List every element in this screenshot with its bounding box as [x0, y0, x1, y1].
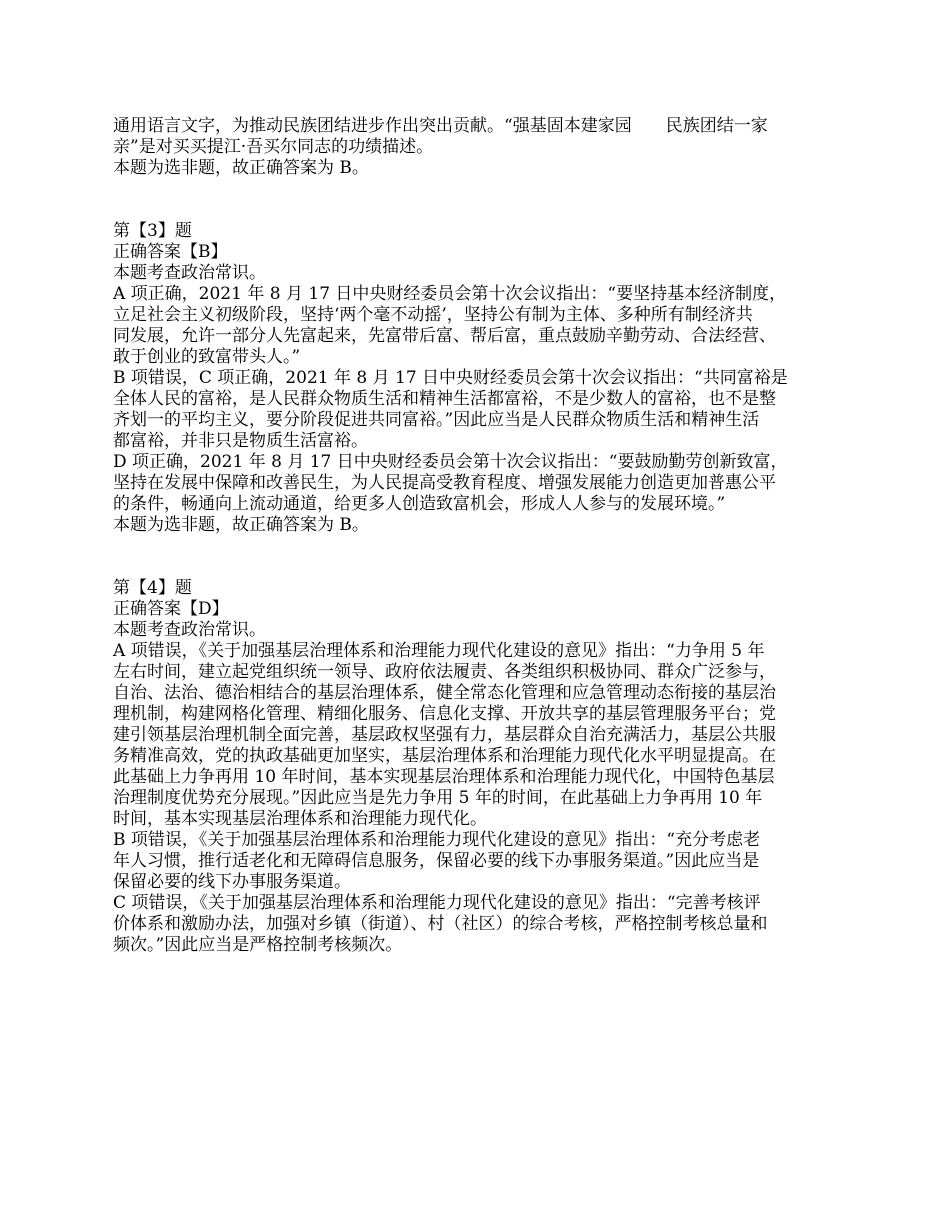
text-line: 年人习惯，推行适老化和无障碍信息服务，保留必要的线下办事服务渠道。”因此应当是 [113, 851, 760, 871]
text-line: A 项正确，2021 年 8 月 17 日中央财经委员会第十次会议指出：“要坚持基本经济制度， [113, 284, 787, 304]
text-line: 坚持在发展中保障和改善民生，为人民提高受教育程度、增强发展能力创造更加普惠公平 [113, 473, 776, 493]
text-line: 亲”是对买买提江·吾买尔同志的功绩描述。 [113, 137, 434, 157]
text-line: 左右时间，建立起党组织统一领导、政府依法履责、各类组织积极协同、群众广泛参与， [113, 662, 776, 682]
text-line: B 项错误，《关于加强基层治理体系和治理能力现代化建设的意见》指出：“充分考虑老 [113, 830, 761, 850]
text-line: 时间，基本实现基层治理体系和治理能力现代化。 [113, 809, 487, 829]
text-line: 同发展，允许一部分人先富起来，先富带后富、帮后富，重点鼓励辛勤劳动、合法经营、 [113, 326, 776, 346]
text-line: 敢于创业的致富带头人。” [113, 347, 301, 367]
question-4-section [113, 578, 843, 956]
question-title: 第【3】题 [113, 221, 192, 241]
text-line: A 项错误，《关于加强基层治理体系和治理能力现代化建设的意见》指出：“力争用 5 年 [113, 641, 765, 661]
correct-answer: 正确答案【D】 [113, 599, 229, 619]
text-line: 此基础上力争再用 10 年时间，基本实现基层治理体系和治理能力现代化，中国特色基层 [113, 767, 775, 787]
intro-section [113, 116, 843, 179]
text-line: B 项错误，C 项正确，2021 年 8 月 17 日中央财经委员会第十次会议指出：“共同富裕是 [113, 368, 788, 388]
correct-answer: 正确答案【B】 [113, 242, 228, 262]
text-line: C 项错误，《关于加强基层治理体系和治理能力现代化建设的意见》指出：“完善考核评 [113, 893, 761, 913]
text-line: 本题考查政治常识。 [113, 620, 266, 640]
text-line: 自治、法治、德治相结合的基层治理体系，健全常态化管理和应急管理动态衔接的基层治 [113, 683, 776, 703]
text-line: 保留必要的线下办事服务渠道。 [113, 872, 351, 892]
question-3-section [113, 221, 843, 536]
section-gap [113, 536, 843, 578]
text-line: 通用语言文字，为推动民族团结进步作出突出贡献。“强基固本建家园 民族团结一家 [113, 116, 768, 136]
text-line: 本题为选非题，故正确答案为 B。 [113, 158, 369, 178]
question-title: 第【4】题 [113, 578, 192, 598]
text-line: 都富裕，并非只是物质生活富裕。 [113, 431, 368, 451]
text-line: 频次。”因此应当是严格控制考核频次。 [113, 935, 403, 955]
text-line: 齐划一的平均主义，要分阶段促进共同富裕。”因此应当是人民群众物质生活和精神生活 [113, 410, 760, 430]
text-line: 本题为选非题，故正确答案为 B。 [113, 515, 369, 535]
text-line: 价体系和激励办法，加强对乡镇（街道）、村（社区）的综合考核，严格控制考核总量和 [113, 914, 768, 934]
text-line: D 项正确，2021 年 8 月 17 日中央财经委员会第十次会议指出：“要鼓励勤劳创新致富， [113, 452, 788, 472]
document-content [113, 116, 843, 956]
text-line: 理机制，构建网格化管理、精细化服务、信息化支撑、开放共享的基层管理服务平台；党 [113, 704, 776, 724]
section-gap [113, 179, 843, 221]
text-line: 的条件，畅通向上流动通道，给更多人创造致富机会，形成人人参与的发展环境。” [113, 494, 726, 514]
text-line: 治理制度优势充分展现。”因此应当是先力争用 5 年的时间，在此基础上力争再用 10 年 [113, 788, 763, 808]
text-line: 务精准高效，党的执政基础更加坚实，基层治理体系和治理能力现代化水平明显提高。在 [113, 746, 776, 766]
text-line: 本题考查政治常识。 [113, 263, 266, 283]
text-line: 建引领基层治理机制全面完善，基层政权坚强有力，基层群众自治充满活力，基层公共服 [113, 725, 776, 745]
text-line: 全体人民的富裕，是人民群众物质生活和精神生活都富裕，不是少数人的富裕，也不是整 [113, 389, 776, 409]
text-line: 立足社会主义初级阶段，坚持‘两个毫不动摇’，坚持公有制为主体、多种所有制经济共 [113, 305, 753, 325]
